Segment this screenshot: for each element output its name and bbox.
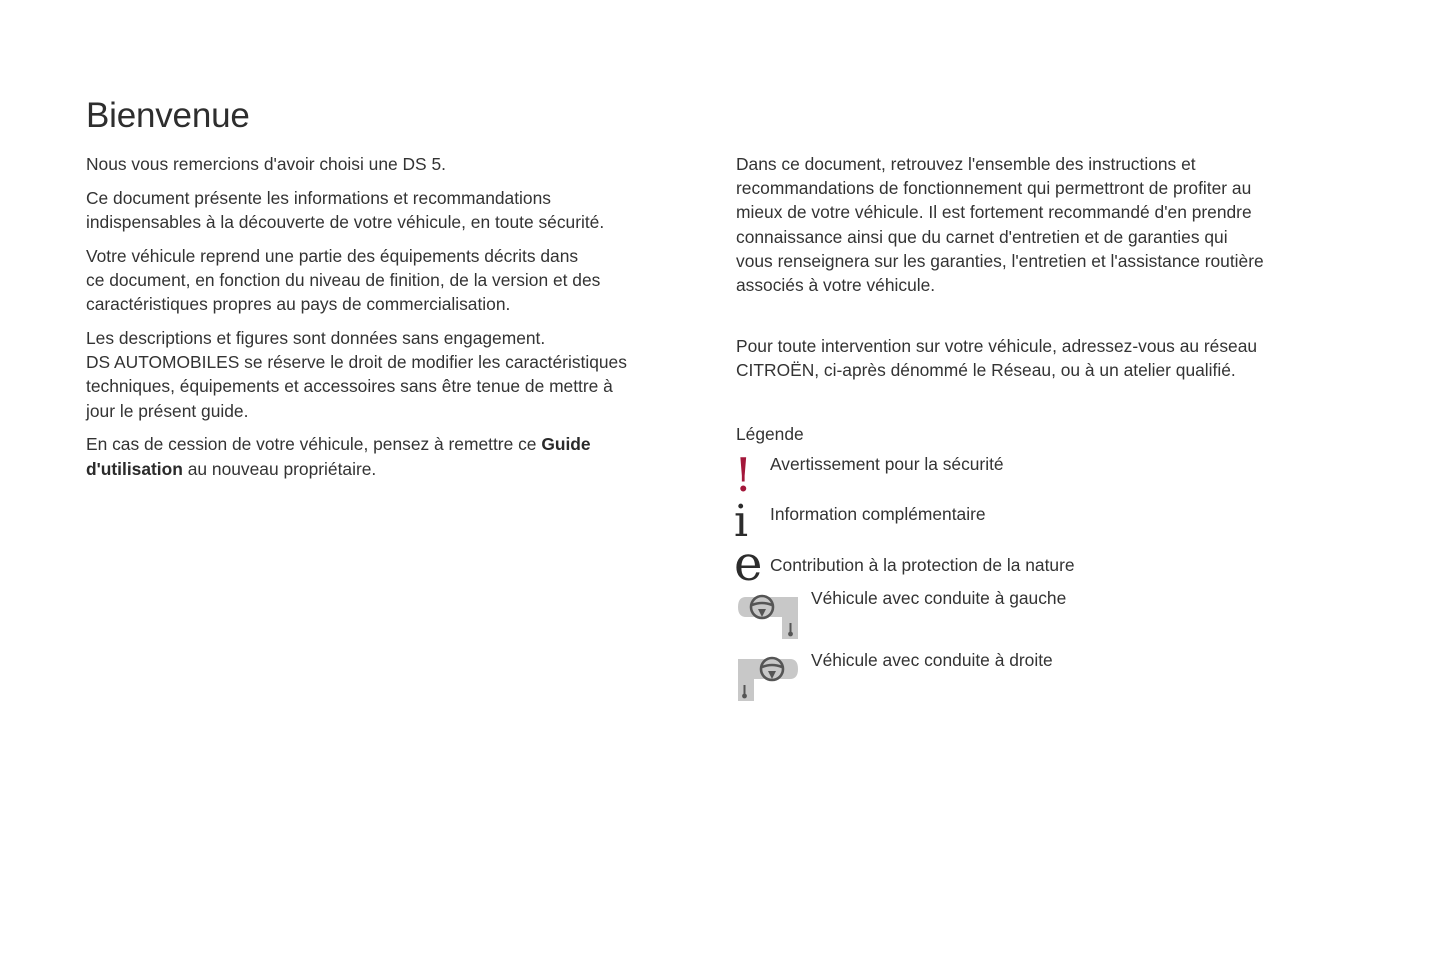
text-line: au nouveau propriétaire.	[182, 458, 377, 479]
intro-paragraph	[86, 152, 686, 176]
text-line: En cas de cession de votre véhicule, pensez à remettre ce	[86, 434, 542, 455]
info-icon: i	[734, 496, 749, 548]
intro-text: Nous vous remercions d'avoir choisi une DS 5.	[86, 154, 446, 174]
text-line: indispensables à la découverte de votre véhicule, en toute sécurité.	[86, 212, 605, 232]
text-line: DS AUTOMOBILES se réserve le droit de modifier les caractéristiques	[86, 352, 627, 373]
text-line: ce document, en fonction du niveau de finition, de la version et des	[86, 270, 601, 290]
equipment-paragraph	[86, 244, 686, 317]
eco-icon: e	[734, 536, 763, 593]
text-line: techniques, équipements et accessoires sans être tenue de mettre à	[86, 376, 613, 397]
legend-title: Légende	[736, 423, 804, 444]
text-line: Dans ce document, retrouvez l'ensemble des instructions et	[736, 154, 1196, 174]
text-line: CITROËN, ci-après dénommé le Réseau, ou à un atelier qualifié.	[736, 360, 1236, 381]
page-title: Bienvenue	[86, 96, 250, 135]
document-purpose-paragraph	[86, 186, 686, 234]
right-hand-drive-icon	[736, 655, 800, 705]
disclaimer-paragraph	[86, 326, 686, 423]
legend	[736, 422, 1336, 756]
legend-label: Véhicule avec conduite à droite	[811, 650, 1053, 671]
text-line: jour le présent guide.	[86, 400, 249, 421]
text-line: recommandations de fonctionnement qui permettront de profiter au	[736, 178, 1252, 199]
text-line: Ce document présente les informations et recommandations	[86, 187, 551, 208]
left-column	[86, 152, 686, 490]
text-line: caractéristiques propres au pays de commercialisation.	[86, 294, 511, 315]
legend-label: Véhicule avec conduite à gauche	[811, 588, 1067, 609]
guide-emphasis: Guide	[541, 434, 591, 455]
text-line: Pour toute intervention sur votre véhicule, adressez-vous au réseau	[736, 336, 1258, 357]
exclamation-icon: !	[734, 448, 753, 503]
text-line: mieux de votre véhicule. Il est fortement recommandé d'en prendre	[736, 202, 1252, 223]
left-hand-drive-icon	[736, 593, 800, 643]
instructions-paragraph	[736, 152, 1336, 297]
right-column	[736, 152, 1336, 755]
text-line: vous renseignera sur les garanties, l'entretien et l'assistance routière	[736, 250, 1264, 271]
legend-label: Avertissement pour la sécurité	[770, 454, 1004, 475]
resale-paragraph	[86, 432, 686, 480]
text-line: Les descriptions et figures sont données sans engagement.	[86, 328, 546, 348]
text-line: associés à votre véhicule.	[736, 275, 936, 296]
text-line: Votre véhicule reprend une partie des équipements décrits dans	[86, 245, 579, 266]
text-line: connaissance ainsi que du carnet d'entretien et de garanties qui	[736, 226, 1228, 247]
network-paragraph	[736, 334, 1336, 382]
legend-label: Contribution à la protection de la nature	[770, 555, 1075, 576]
guide-emphasis: d'utilisation	[86, 458, 183, 479]
legend-label: Information complémentaire	[770, 504, 986, 525]
